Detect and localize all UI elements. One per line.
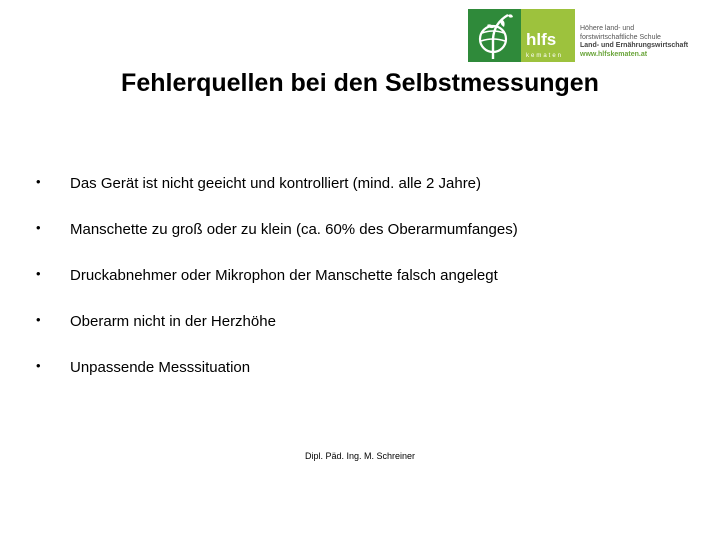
logo-url[interactable]: www.hlfskematen.at bbox=[580, 50, 648, 58]
logo-mark bbox=[468, 9, 521, 62]
school-logo bbox=[468, 9, 708, 62]
list-item-text: Oberarm nicht in der Herzhöhe bbox=[70, 313, 276, 330]
logo-abbreviation: hlfs bbox=[526, 30, 557, 49]
list-item-text: Unpassende Messsituation bbox=[70, 359, 251, 376]
bullet-icon: • bbox=[36, 220, 41, 235]
bullet-icon: • bbox=[36, 174, 41, 189]
bullet-icon: • bbox=[36, 266, 41, 281]
bullet-icon: • bbox=[36, 358, 41, 373]
logo-text-line: Höhere land- und bbox=[580, 25, 635, 32]
bullet-icon: • bbox=[36, 312, 41, 327]
slide-footer: Dipl. Päd. Ing. M. Schreiner bbox=[304, 451, 416, 461]
logo-text-line: forstwirtschaftliche Schule bbox=[580, 33, 661, 41]
list-item-text: Manschette zu groß oder zu klein (ca. 60% des Oberarmumfanges) bbox=[70, 221, 518, 238]
slide-title-text: Fehlerquellen bei den Selbstmessungen bbox=[121, 69, 599, 97]
list-item-text: Druckabnehmer oder Mikrophon der Manschette falsch angelegt bbox=[70, 267, 498, 284]
logo-text-line: Land- und Ernährungswirtschaft bbox=[580, 42, 689, 49]
logo-text bbox=[580, 25, 710, 59]
list-item-text: Das Gerät ist nicht geeicht und kontrolliert (mind. alle 2 Jahre) bbox=[70, 175, 482, 192]
slide-title bbox=[0, 69, 720, 98]
logo-place: kematen bbox=[526, 53, 564, 59]
globe-plant-icon bbox=[468, 9, 521, 62]
